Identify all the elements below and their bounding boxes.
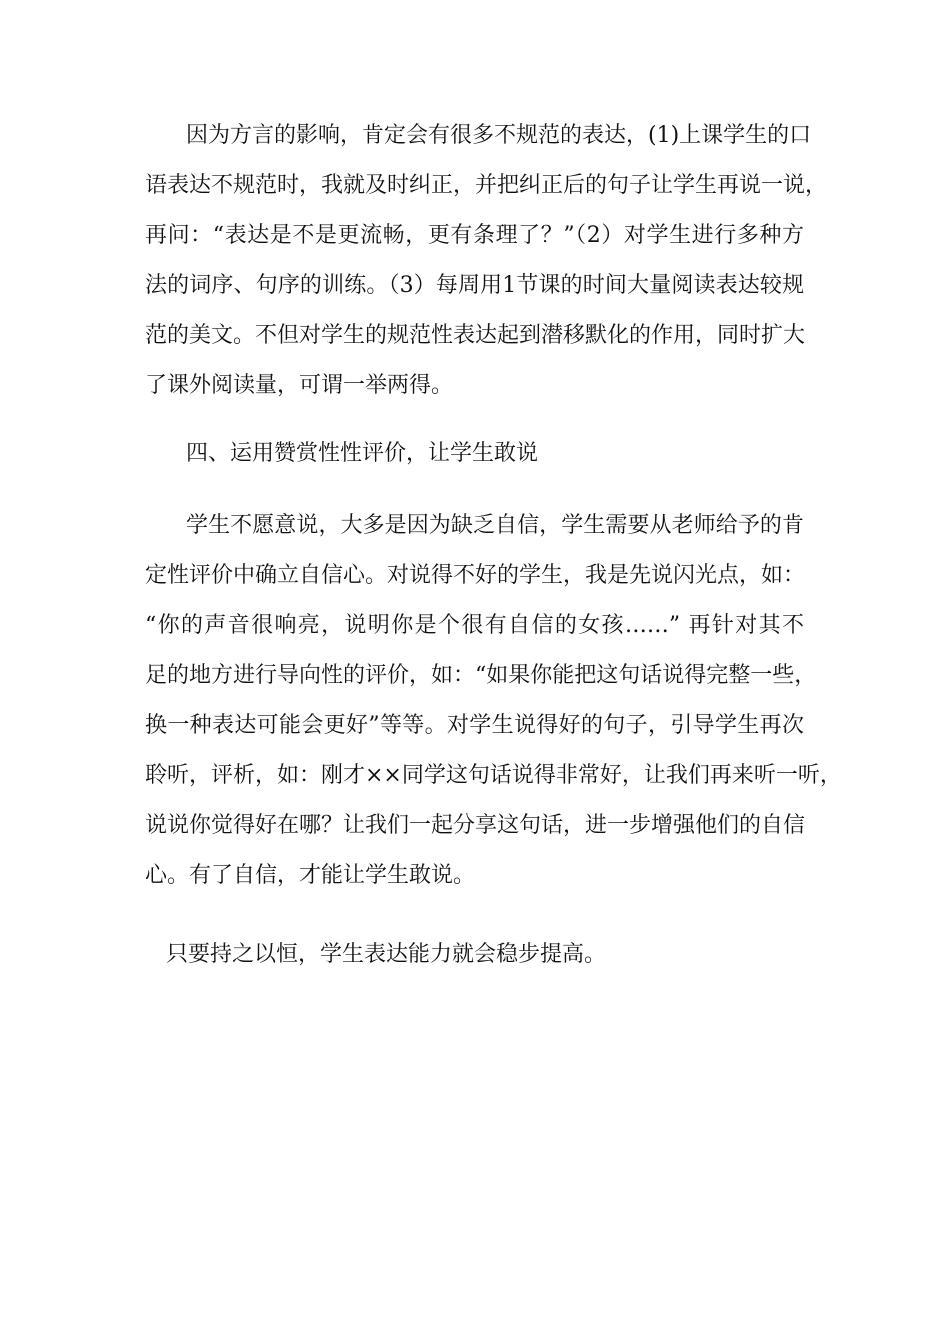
text-line: 足的地方进行导向性的评价，如：“如果你能把这句话说得完整一些， — [145, 663, 817, 688]
text-line: 换一种表达可能会更好”等等。对学生说得好的句子，引导学生再次 — [145, 713, 804, 738]
text-line: 范的美文。不但对学生的规范性表达起到潜移默化的作用，同时扩大 — [145, 323, 806, 348]
text-line: 法的词序、句序的训练。（3）每周用1节课的时间大量阅读表达较规 — [145, 273, 804, 298]
text-line: 再问：“表达是不是更流畅，更有条理了？”（2）对学生进行多种方 — [145, 223, 804, 248]
text-line: “你的声音很响亮，说明你是个很有自信的女孩……” 再针对其不 — [145, 613, 804, 638]
text-line: 因为方言的影响，肯定会有很多不规范的表达，(1)上课学生的口 — [186, 123, 812, 148]
text-line: 说说你觉得好在哪？让我们一起分享这句话，进一步增强他们的自信 — [145, 813, 806, 838]
text-line: 心。有了自信，才能让学生敢说。 — [145, 863, 476, 888]
text-line: 了课外阅读量，可谓一举两得。 — [145, 373, 454, 398]
text-line: 聆听，评析，如：刚才××同学这句话说得非常好，让我们再来听一听， — [145, 763, 842, 788]
text-line: 语表达不规范时，我就及时纠正，并把纠正后的句子让学生再说一说， — [145, 173, 828, 198]
text-line: 定性评价中确立自信心。对说得不好的学生，我是先说闪光点，如： — [145, 563, 806, 588]
text-line: 学生不愿意说，大多是因为缺乏自信，学生需要从老师给予的肯 — [186, 513, 804, 538]
section-heading: 四、运用赞赏性性评价，让学生敢说 — [186, 441, 539, 466]
closing-sentence: 只要持之以恒，学生表达能力就会稳步提高。 — [166, 942, 607, 967]
